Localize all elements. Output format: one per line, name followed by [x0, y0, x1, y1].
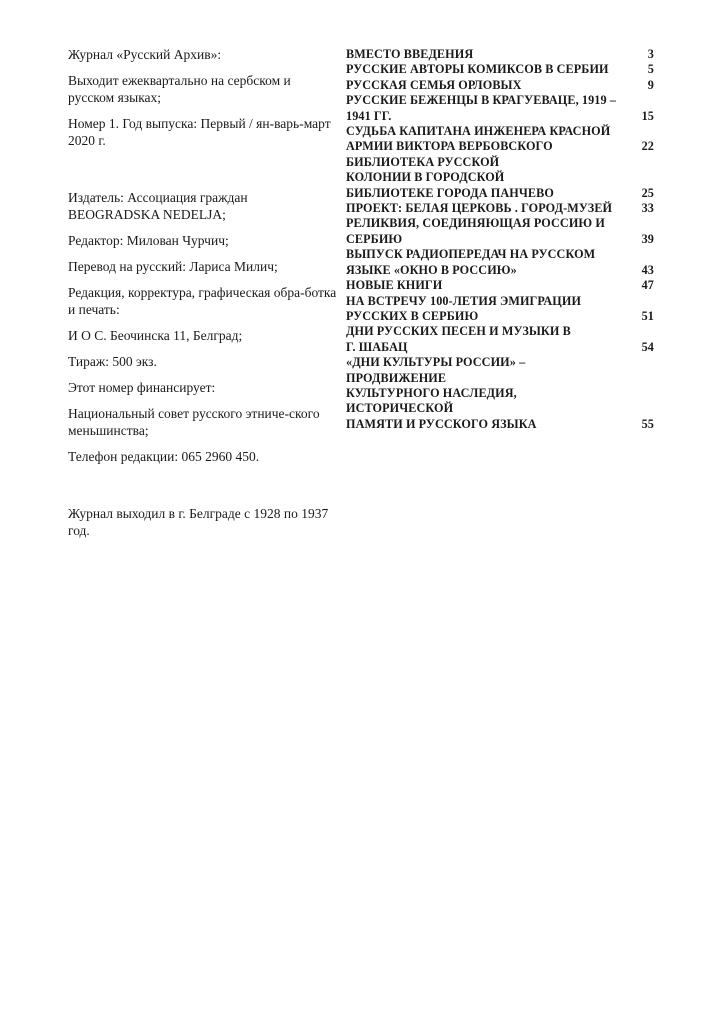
funder-text: Национальный совет русского этниче-ского меньшинства;: [68, 406, 320, 438]
toc-entry: [346, 155, 654, 201]
table-of-contents: [346, 47, 654, 432]
toc-entry-title: НА ВСТРЕЧУ 100-ЛЕТИЯ ЭМИГРАЦИИ РУССКИХ В СЕРБИЮ: [346, 293, 582, 323]
editor-text: Редактор: Милован Чурчич;: [68, 233, 229, 248]
toc-entry: [346, 124, 654, 155]
imprint-column: [68, 46, 338, 548]
toc-entry-title: ВЫПУСК РАДИОПЕРЕДАЧ НА РУССКОМ ЯЗЫКЕ «ОКНО В РОССИЮ»: [346, 247, 596, 277]
production-text: Редакция, корректура, графическая обра-ботка и печать:: [68, 285, 337, 317]
toc-entry: [346, 78, 654, 93]
toc-entry: [346, 201, 654, 216]
toc-entry-page: 43: [641, 262, 654, 277]
toc-entry-page: 51: [641, 308, 654, 323]
toc-entry: [346, 294, 654, 325]
toc-entry-page: 33: [641, 201, 654, 216]
toc-entry-title: НОВЫЕ КНИГИ: [346, 278, 443, 293]
journal-name: Журнал «Русский Архив»:: [68, 47, 222, 62]
toc-entry-page: 54: [641, 339, 654, 354]
toc-entry: [346, 324, 654, 355]
toc-entry: [346, 355, 654, 432]
toc-entry-title: ДНИ РУССКИХ ПЕСЕН И МУЗЫКИ В Г. ШАБАЦ: [346, 324, 571, 354]
toc-entry-page: 15: [641, 108, 654, 123]
toc-entry-page: 25: [641, 185, 654, 200]
address-text: И О С. Беочинска 11, Белград;: [68, 328, 243, 343]
toc-entry-page: 5: [647, 62, 654, 77]
toc-entry: [346, 247, 654, 278]
frequency-text: Выходит ежеквартально на сербском и русском языках;: [68, 73, 291, 105]
toc-entry-page: 39: [641, 231, 654, 246]
history-text: Журнал выходил в г. Белграде с 1928 по 1937 год.: [68, 506, 329, 538]
toc-entry-title: ВМЕСТО ВВЕДЕНИЯ: [346, 47, 474, 61]
toc-entry: [346, 278, 654, 293]
toc-entry-title: БИБЛИОТЕКА РУССКОЙ КОЛОНИИ В ГОРОДСКОЙ БИБЛИОТЕКЕ ГОРОДА ПАНЧЕВО: [346, 154, 554, 200]
translation-text: Перевод на русский: Лариса Милич;: [68, 259, 278, 274]
issue-text: Номер 1. Год выпуска: Первый / ян-варь-март 2020 г.: [68, 116, 331, 148]
publisher-text: Издатель: Ассоциация граждан BEOGRADSKA NEDELJA;: [68, 190, 248, 222]
toc-entry-page: 47: [641, 278, 654, 293]
toc-entry-title: СУДЬБА КАПИТАНА ИНЖЕНЕРА КРАСНОЙ АРМИИ ВИКТОРА ВЕРБОВСКОГО: [346, 124, 611, 154]
toc-entry: [346, 216, 654, 247]
toc-entry-page: 3: [647, 47, 654, 61]
toc-entry-title: «ДНИ КУЛЬТУРЫ РОССИИ» – ПРОДВИЖЕНИЕ КУЛЬТУРНОГО НАСЛЕДИЯ, ИСТОРИЧЕСКОЙ ПАМЯТИ И РУССКОГО ЯЗЫКА: [346, 355, 537, 431]
toc-entry-page: 55: [641, 416, 654, 431]
toc-entry: [346, 93, 654, 124]
toc-entry-title: РУССКИЕ БЕЖЕНЦЫ В КРАГУЕВАЦЕ, 1919 – 1941 ГГ.: [346, 93, 617, 123]
toc-entry-title: ПРОЕКТ: БЕЛАЯ ЦЕРКОВЬ . ГОРОД-МУЗЕЙ: [346, 201, 613, 216]
toc-entry: [346, 47, 654, 62]
toc-entry-title: РУССКАЯ СЕМЬЯ ОРЛОВЫХ: [346, 77, 522, 92]
toc-entry: [346, 62, 654, 77]
circulation-text: Тираж: 500 экз.: [68, 354, 157, 369]
toc-entry-title: РЕЛИКВИЯ, СОЕДИНЯЮЩАЯ РОССИЮ И СЕРБИЮ: [346, 216, 605, 246]
phone-text: Телефон редакции: 065 2960 450.: [68, 449, 260, 464]
toc-entry-page: 22: [641, 139, 654, 154]
toc-entry-title: РУССКИЕ АВТОРЫ КОМИКСОВ В СЕРБИИ: [346, 62, 609, 77]
funded-by-label: Этот номер финансирует:: [68, 380, 216, 395]
toc-entry-page: 9: [647, 77, 654, 92]
